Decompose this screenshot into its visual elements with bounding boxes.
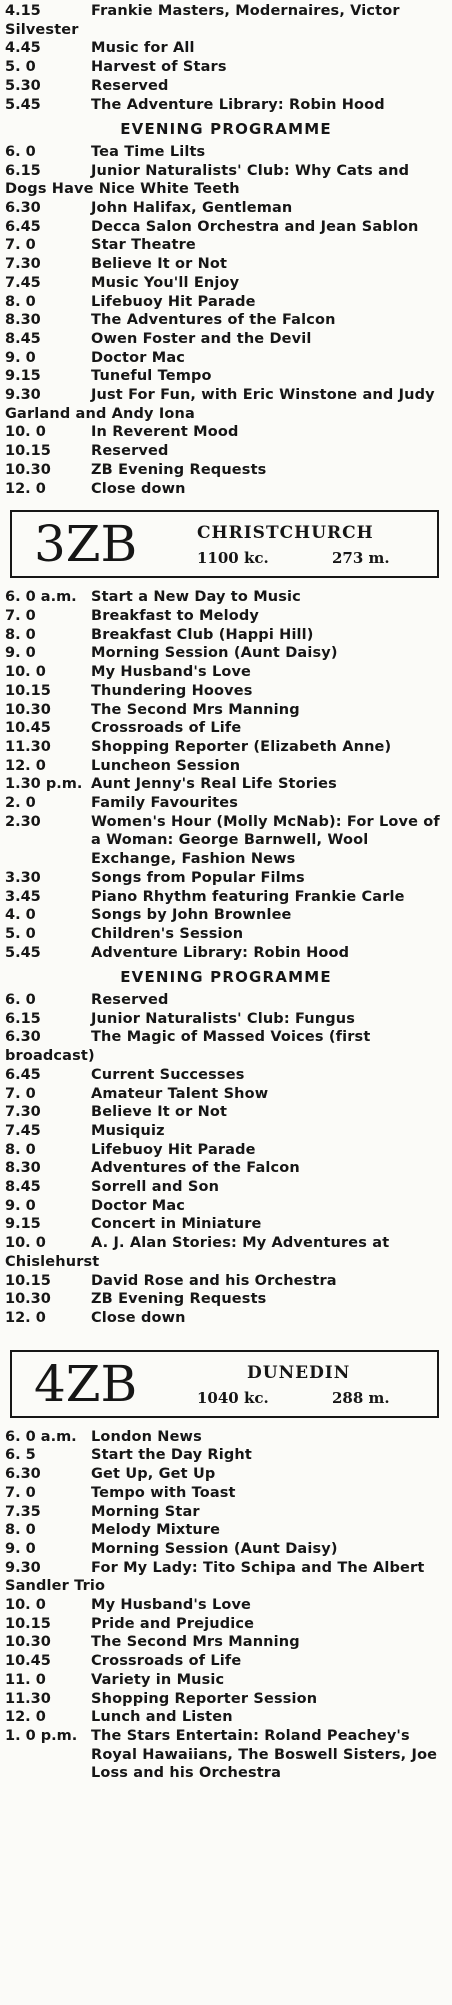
programme-title: Sorrell and Son xyxy=(91,1179,220,1196)
programme-time: 3.45 xyxy=(5,888,41,905)
programme-row xyxy=(5,1615,447,1634)
programme-title: John Halifax, Gentleman xyxy=(91,200,293,217)
programme-title: Tuneful Tempo xyxy=(91,368,212,385)
programme-title: Decca Salon Orchestra and Jean Sablon xyxy=(91,218,419,235)
programme-time: 10.30 xyxy=(5,1291,51,1308)
programme-time: 10. 0 xyxy=(5,424,46,441)
programme-title: Amateur Talent Show xyxy=(91,1085,269,1102)
programme-time: 7. 0 xyxy=(5,237,36,254)
programme-time: 4. 0 xyxy=(5,907,36,924)
programme-time: 10.45 xyxy=(5,1653,51,1670)
programme-title: London News xyxy=(91,1428,202,1445)
programme-time: 4.45 xyxy=(5,40,41,57)
programme-row xyxy=(5,888,447,907)
programme-time: 11.30 xyxy=(5,1690,51,1707)
programme-title: Luncheon Session xyxy=(91,757,241,774)
programme-title: Just For Fun, with Eric Winstone and Judy Garland and Andy Iona xyxy=(5,387,435,422)
programme-time: 6. 0 a.m. xyxy=(5,1428,77,1445)
station-2zb-afternoon-list xyxy=(5,2,447,114)
programme-title: Doctor Mac xyxy=(91,349,185,366)
programme-row xyxy=(5,480,447,499)
evening-programme-heading: EVENING PROGRAMME xyxy=(120,968,332,987)
programme-time: 10.30 xyxy=(5,1634,51,1651)
programme-row xyxy=(5,293,447,312)
programme-time: 9. 0 xyxy=(5,1197,36,1214)
programme-title: Adventures of the Falcon xyxy=(91,1160,300,1177)
programme-title: Music for All xyxy=(91,40,195,57)
station-wavelength: 288 m. xyxy=(332,1388,390,1407)
programme-row xyxy=(5,58,447,77)
programme-row xyxy=(5,1028,447,1065)
station-frequency: 1100 kc. xyxy=(197,549,269,568)
programme-title: Junior Naturalists' Club: Why Cats and Dogs Have Nice White Teeth xyxy=(5,162,410,198)
programme-time: 1. 0 p.m. xyxy=(5,1727,78,1744)
programme-title: The Adventures of the Falcon xyxy=(91,312,336,329)
programme-time: 9. 0 xyxy=(5,1540,36,1557)
programme-title: ZB Evening Requests xyxy=(91,461,267,478)
programme-title: Reserved xyxy=(91,992,169,1009)
programme-title: Piano Rhythm featuring Frankie Carle xyxy=(91,888,405,905)
programme-time: 9.15 xyxy=(5,368,41,385)
programme-row xyxy=(5,663,447,682)
programme-row xyxy=(5,644,447,663)
evening-programme-heading: EVENING PROGRAMME xyxy=(120,120,332,139)
programme-time: 7.35 xyxy=(5,1503,41,1520)
programme-row xyxy=(5,1446,447,1465)
programme-row xyxy=(5,218,447,237)
programme-title: The Second Mrs Manning xyxy=(91,701,300,718)
programme-time: 7.30 xyxy=(5,256,41,273)
programme-row xyxy=(5,1633,447,1652)
programme-time: 8.45 xyxy=(5,330,41,347)
programme-time: 6.30 xyxy=(5,1029,41,1046)
programme-row xyxy=(5,1671,447,1690)
programme-row xyxy=(5,1215,447,1234)
programme-title: Start a New Day to Music xyxy=(91,589,301,606)
programme-time: 10.30 xyxy=(5,461,51,478)
programme-row xyxy=(5,1085,447,1104)
programme-row xyxy=(5,1559,447,1596)
programme-title: Frankie Masters, Modernaires, Victor Silvester xyxy=(5,3,400,38)
programme-row xyxy=(5,236,447,255)
programme-row xyxy=(5,1234,447,1271)
programme-row xyxy=(5,2,447,39)
programme-row xyxy=(5,1066,447,1085)
programme-title: Close down xyxy=(91,480,186,497)
programme-row xyxy=(5,626,447,645)
programme-time: 8. 0 xyxy=(5,1522,36,1539)
programme-title: Morning Session (Aunt Daisy) xyxy=(91,645,338,662)
programme-row xyxy=(5,991,447,1010)
programme-title: Doctor Mac xyxy=(91,1197,185,1214)
programme-row xyxy=(5,794,447,813)
programme-time: 10.15 xyxy=(5,682,51,699)
programme-row xyxy=(5,349,447,368)
programme-title: Star Theatre xyxy=(91,237,196,254)
listings-column xyxy=(5,2,447,1783)
programme-time: 10. 0 xyxy=(5,1597,46,1614)
programme-time: 12. 0 xyxy=(5,1310,46,1326)
programme-title: In Reverent Mood xyxy=(91,424,239,441)
programme-title: Music You'll Enjoy xyxy=(91,274,240,291)
programme-row xyxy=(5,386,447,423)
programme-title: The Stars Entertain: Roland Peachey's Royal Hawaiians, The Boswell Sisters, Joe Loss and his Orchestra xyxy=(91,1727,438,1782)
programme-time: 1.30 p.m. xyxy=(5,776,83,793)
programme-row xyxy=(5,255,447,274)
programme-row xyxy=(5,682,447,701)
programme-row xyxy=(5,757,447,776)
programme-row xyxy=(5,701,447,720)
programme-row xyxy=(5,96,447,115)
programme-row xyxy=(5,77,447,96)
programme-row xyxy=(5,1159,447,1178)
programme-title: A. J. Alan Stories: My Adventures at Chislehurst xyxy=(5,1235,390,1270)
programme-row xyxy=(5,925,447,944)
programme-time: 10.15 xyxy=(5,1272,51,1289)
programme-time: 5. 0 xyxy=(5,59,36,76)
programme-time: 10.15 xyxy=(5,443,51,460)
programme-time: 12. 0 xyxy=(5,1709,46,1726)
programme-title: Variety in Music xyxy=(91,1671,225,1688)
programme-title: Harvest of Stars xyxy=(91,59,227,76)
programme-row xyxy=(5,199,447,218)
programme-row xyxy=(5,162,447,199)
programme-title: The Magic of Massed Voices (first broadcast) xyxy=(5,1029,371,1065)
programme-title: Lunch and Listen xyxy=(91,1709,233,1726)
station-banner-3zb xyxy=(10,510,439,578)
programme-row xyxy=(5,1309,447,1328)
programme-time: 8. 0 xyxy=(5,626,36,643)
programme-time: 10. 0 xyxy=(5,1235,46,1252)
station-3zb-day-list xyxy=(5,588,447,962)
programme-time: 8. 0 xyxy=(5,1141,36,1158)
programme-row xyxy=(5,311,447,330)
programme-time: 7. 0 xyxy=(5,1085,36,1102)
programme-title: Tempo with Toast xyxy=(91,1484,236,1501)
programme-title: Reserved xyxy=(91,77,169,94)
programme-title: Women's Hour (Molly McNab): For Love of a Woman: George Barnwell, Wool Exchange, Fashion News xyxy=(91,813,440,868)
programme-title: Breakfast to Melody xyxy=(91,607,259,624)
programme-time: 9. 0 xyxy=(5,349,36,366)
programme-title: Tea Time Lilts xyxy=(91,143,206,160)
programme-time: 9.30 xyxy=(5,387,41,404)
station-city: CHRISTCHURCH xyxy=(197,523,374,544)
programme-time: 8.30 xyxy=(5,312,41,329)
programme-row xyxy=(5,1428,447,1447)
programme-row xyxy=(5,143,447,162)
programme-row xyxy=(5,1521,447,1540)
programme-time: 5.30 xyxy=(5,77,41,94)
programme-title: ZB Evening Requests xyxy=(91,1291,267,1308)
programme-title: Breakfast Club (Happi Hill) xyxy=(91,626,314,643)
programme-row xyxy=(5,944,447,963)
programme-row xyxy=(5,775,447,794)
programme-row xyxy=(5,869,447,888)
programme-row xyxy=(5,1540,447,1559)
programme-row xyxy=(5,906,447,925)
programme-time: 8. 0 xyxy=(5,293,36,310)
programme-time: 2.30 xyxy=(5,813,41,830)
programme-title: My Husband's Love xyxy=(91,1597,252,1614)
station-4zb-day-list xyxy=(5,1428,447,1783)
programme-title: Aunt Jenny's Real Life Stories xyxy=(91,776,337,793)
programme-row xyxy=(5,330,447,349)
programme-time: 6.15 xyxy=(5,1010,41,1027)
programme-row xyxy=(5,1141,447,1160)
station-frequency: 1040 kc. xyxy=(197,1388,269,1407)
programme-title: Lifebuoy Hit Parade xyxy=(91,1141,256,1158)
programme-row xyxy=(5,423,447,442)
programme-title: Pride and Prejudice xyxy=(91,1615,255,1632)
programme-row xyxy=(5,719,447,738)
programme-time: 6. 5 xyxy=(5,1447,36,1464)
programme-time: 5.45 xyxy=(5,96,41,113)
programme-time: 7. 0 xyxy=(5,607,36,624)
programme-row xyxy=(5,442,447,461)
programme-time: 6. 0 xyxy=(5,992,36,1009)
station-city: DUNEDIN xyxy=(247,1362,351,1383)
programme-title: Crossroads of Life xyxy=(91,720,242,737)
programme-time: 10.15 xyxy=(5,1615,51,1632)
programme-row xyxy=(5,1290,447,1309)
station-call-sign: 4ZB xyxy=(34,1354,138,1413)
station-call-sign: 3ZB xyxy=(34,515,138,574)
programme-time: 2. 0 xyxy=(5,795,36,812)
programme-title: Reserved xyxy=(91,443,169,460)
programme-row xyxy=(5,738,447,757)
programme-time: 4.15 xyxy=(5,3,41,19)
programme-row xyxy=(5,1122,447,1141)
programme-time: 10.30 xyxy=(5,701,51,718)
programme-title: Believe It or Not xyxy=(91,256,228,273)
programme-row xyxy=(5,1178,447,1197)
programme-title: Lifebuoy Hit Parade xyxy=(91,293,256,310)
programme-row xyxy=(5,607,447,626)
station-banner-4zb xyxy=(10,1350,439,1418)
programme-title: Morning Session (Aunt Daisy) xyxy=(91,1540,338,1557)
programme-row xyxy=(5,1690,447,1709)
programme-title: Songs from Popular Films xyxy=(91,869,305,886)
programme-time: 9.15 xyxy=(5,1216,41,1233)
programme-title: Concert in Miniature xyxy=(91,1216,262,1233)
programme-title: Shopping Reporter (Elizabeth Anne) xyxy=(91,738,392,755)
programme-time: 6.45 xyxy=(5,218,41,235)
programme-row xyxy=(5,274,447,293)
programme-time: 10.45 xyxy=(5,720,51,737)
programme-title: Get Up, Get Up xyxy=(91,1466,216,1483)
programme-title: Musiquiz xyxy=(91,1122,165,1139)
programme-title: Morning Star xyxy=(91,1503,200,1520)
programme-row xyxy=(5,1596,447,1615)
programme-time: 8.45 xyxy=(5,1179,41,1196)
programme-row xyxy=(5,1272,447,1291)
station-wavelength: 273 m. xyxy=(332,549,390,568)
programme-title: Crossroads of Life xyxy=(91,1653,242,1670)
programme-time: 6. 0 a.m. xyxy=(5,589,77,606)
programme-title: Close down xyxy=(91,1310,186,1326)
programme-title: Melody Mixture xyxy=(91,1522,221,1539)
programme-time: 11.30 xyxy=(5,738,51,755)
programme-row xyxy=(5,1652,447,1671)
programme-title: Start the Day Right xyxy=(91,1447,252,1464)
programme-title: Current Successes xyxy=(91,1066,245,1083)
programme-title: David Rose and his Orchestra xyxy=(91,1272,337,1289)
programme-title: Shopping Reporter Session xyxy=(91,1690,318,1707)
programme-time: 9. 0 xyxy=(5,645,36,662)
programme-time: 7.45 xyxy=(5,1122,41,1139)
programme-title: Junior Naturalists' Club: Fungus xyxy=(91,1010,356,1027)
programme-row xyxy=(5,813,447,869)
programme-row xyxy=(5,588,447,607)
programme-title: Songs by John Brownlee xyxy=(91,907,292,924)
programme-row xyxy=(5,39,447,58)
programme-time: 3.30 xyxy=(5,869,41,886)
programme-time: 6.30 xyxy=(5,200,41,217)
programme-time: 5.45 xyxy=(5,944,41,961)
programme-title: The Second Mrs Manning xyxy=(91,1634,300,1651)
programme-title: Thundering Hooves xyxy=(91,682,253,699)
programme-time: 6.45 xyxy=(5,1066,41,1083)
programme-title: Owen Foster and the Devil xyxy=(91,330,312,347)
programme-title: For My Lady: Tito Schipa and The Albert Sandler Trio xyxy=(5,1559,425,1595)
programme-time: 12. 0 xyxy=(5,480,46,497)
programme-time: 6.15 xyxy=(5,162,41,179)
programme-title: Family Favourites xyxy=(91,795,239,812)
programme-time: 7. 0 xyxy=(5,1484,36,1501)
station-2zb-evening-list xyxy=(5,143,447,498)
station-3zb-evening-list xyxy=(5,991,447,1328)
programme-title: Believe It or Not xyxy=(91,1104,228,1121)
programme-time: 8.30 xyxy=(5,1160,41,1177)
programme-time: 6. 0 xyxy=(5,143,36,160)
programme-row xyxy=(5,1010,447,1029)
programme-time: 10. 0 xyxy=(5,664,46,681)
programme-row xyxy=(5,1197,447,1216)
programme-title: My Husband's Love xyxy=(91,664,252,681)
programme-row xyxy=(5,461,447,480)
programme-time: 11. 0 xyxy=(5,1671,46,1688)
programme-time: 5. 0 xyxy=(5,925,36,942)
programme-title: The Adventure Library: Robin Hood xyxy=(91,96,385,113)
programme-row xyxy=(5,1103,447,1122)
programme-time: 6.30 xyxy=(5,1466,41,1483)
programme-time: 7.45 xyxy=(5,274,41,291)
programme-title: Adventure Library: Robin Hood xyxy=(91,944,350,961)
programme-row xyxy=(5,1484,447,1503)
programme-time: 9.30 xyxy=(5,1559,41,1576)
programme-row xyxy=(5,1708,447,1727)
programme-time: 12. 0 xyxy=(5,757,46,774)
programme-row xyxy=(5,1503,447,1522)
programme-title: Children's Session xyxy=(91,925,244,942)
programme-row xyxy=(5,1727,447,1783)
programme-row xyxy=(5,367,447,386)
programme-time: 7.30 xyxy=(5,1104,41,1121)
programme-row xyxy=(5,1465,447,1484)
